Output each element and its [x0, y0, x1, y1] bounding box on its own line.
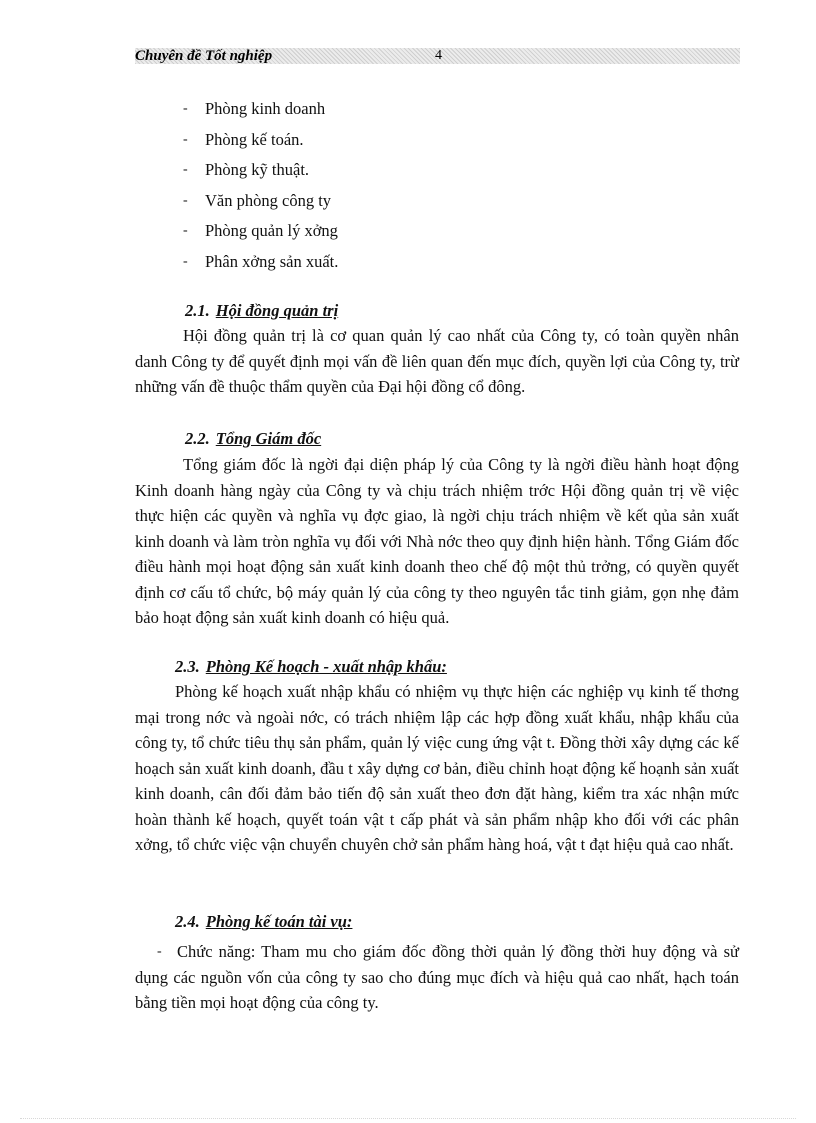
section-title: Phòng Kế hoạch - xuất nhập khẩu:	[205, 657, 447, 676]
list-item	[183, 220, 583, 251]
bullet-dash: -	[183, 162, 188, 177]
list-item-text: Phòng kinh doanh	[205, 99, 326, 118]
section-body-2-2: Tổng giám đốc là ngời đại diện pháp lý của Công ty là ngời điều hành hoạt động Kinh doanh hàng ngày của Công ty và chịu trách nhiệm trớc Hội đồng quản trị về việc thực hiện các quyền và nghĩa vụ đợc giao, là ngời chịu trách nhiệm về kết qủa sản xuất kinh doanh và làm tròn nghĩa vụ đối với Nhà nớc theo quy định hiện hành. Tổng Giám đốc điều hành mọi hoạt động sản xuất kinh doanh theo chế độ một thủ trởng, có quyền quyết định cơ cấu tổ chức, bộ máy quản lý của công ty theo nguyên tắc tinh giảm, gọn nhẹ đảm bảo hoạt động sản xuất kinh doanh có hiệu quả.	[135, 455, 739, 627]
section-body-2-1: Hội đồng quản trị là cơ quan quản lý cao nhất của Công ty, có toàn quyền nhân danh Công ty để quyết định mọi vấn đề liên quan đến mục đích, quyền lợi của Công ty, trừ những vấn đề thuộc thẩm quyền của Đại hội đồng cổ đông.	[135, 326, 739, 396]
section-body-2-4	[135, 939, 739, 1016]
section-number: 2.4.	[175, 912, 200, 931]
list-item-text: Phòng kỹ thuật.	[205, 160, 310, 179]
section-number: 2.1.	[185, 301, 210, 320]
section-heading-2-3	[175, 656, 447, 678]
list-item-text: Phòng kế toán.	[205, 129, 304, 149]
section-number: 2.3.	[175, 657, 200, 676]
bullet-dash: -	[183, 131, 188, 147]
section-title: Hội đồng quản trị	[215, 301, 339, 320]
page-bottom-divider	[20, 1118, 796, 1119]
bullet-dash: -	[183, 101, 188, 116]
section-title: Tổng Giám đốc	[215, 429, 322, 448]
section-heading-2-2	[185, 428, 321, 450]
page-header	[135, 48, 740, 64]
header-title: Chuyên đề Tốt nghiệp	[135, 48, 273, 64]
list-item	[183, 159, 583, 190]
section-heading-2-1	[185, 300, 338, 322]
department-list	[183, 98, 583, 281]
list-item	[183, 98, 583, 129]
section-number: 2.2.	[185, 429, 210, 448]
bullet-dash: -	[183, 192, 188, 208]
list-item	[183, 190, 583, 221]
section-body-2-3: Phòng kế hoạch xuất nhập khẩu có nhiệm vụ thực hiện các nghiệp vụ kinh tế thơng mại trong nớc và ngoài nớc, có trách nhiệm lập các hợp đồng xuất khẩu, nhập khẩu của công ty, tổ chức tiêu thụ sản phẩm, quản lý việc cung ứng vật t. Đồng thời xây dựng các kế hoạch sản xuất kinh doanh, đầu t xây dựng cơ bản, điều chỉnh hoạt động kế hoạnh sản xuất kinh doanh, cân đối đảm bảo tiến độ sản xuất theo đơn đặt hàng, kiểm tra xác nhận mức hoàn thành kế hoạch, quyết toán vật t cấp phát và sản phẩm nhập kho đối với các phân xởng, tổ chức việc vận chuyển chuyên chở sản phẩm hàng hoá, vật t đạt hiệu quả cao nhất.	[135, 682, 739, 854]
section-heading-2-4	[175, 911, 352, 933]
section-body-text: Chức năng: Tham mu cho giám đốc đồng thời quản lý đồng thời huy động và sử dụng các nguồn vốn của công ty sao cho đúng mục đích và hiệu quả cao nhất, hạch toán bằng tiền mọi hoạt động của công ty.	[135, 942, 739, 1012]
bullet-dash: -	[183, 223, 188, 238]
section-title: Phòng kế toán tài vụ:	[205, 912, 353, 931]
list-item-text: Phòng quản lý xởng	[205, 221, 338, 240]
bullet-dash: -	[157, 944, 162, 959]
list-item	[183, 129, 583, 160]
list-item	[183, 251, 583, 282]
bullet-dash: -	[183, 253, 188, 269]
list-item-text: Phân xởng sản xuất.	[205, 251, 339, 271]
page-number: 4	[435, 48, 442, 63]
list-item-text: Văn phòng công ty	[205, 190, 332, 210]
